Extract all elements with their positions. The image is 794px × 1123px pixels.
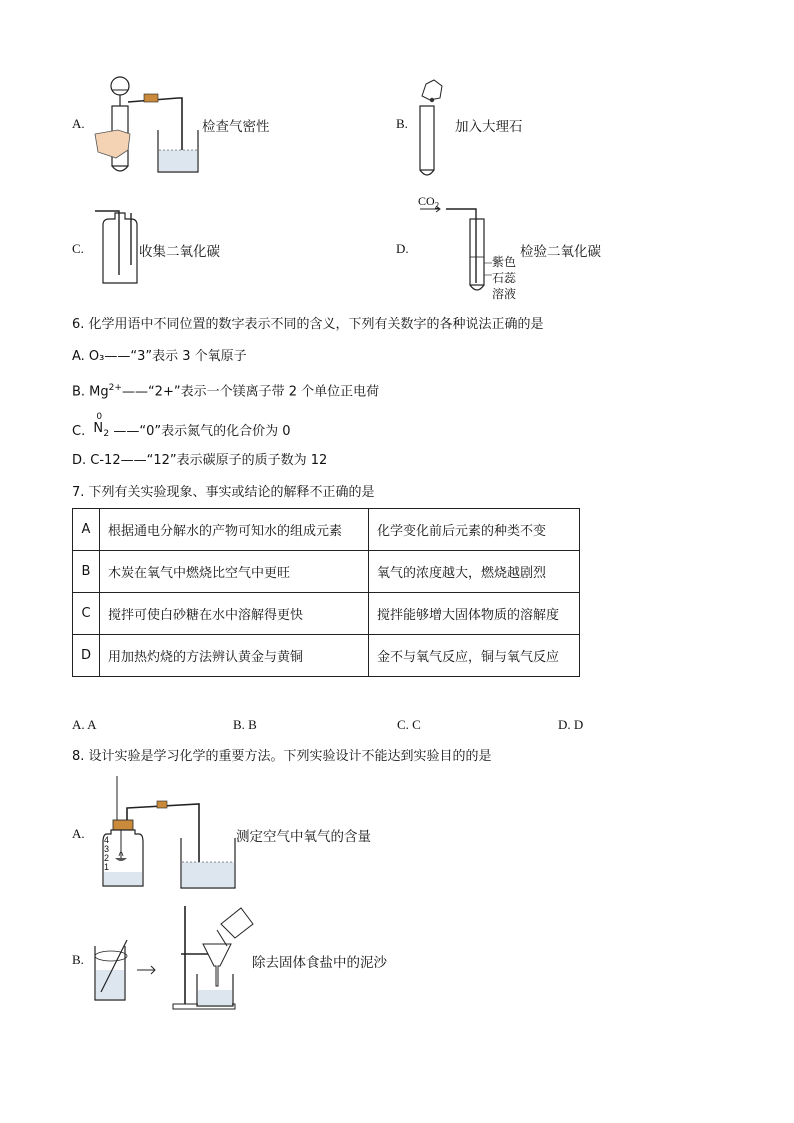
table-row: A 根据通电分解水的产物可知水的组成元素 化学变化前后元素的种类不变 [73,509,580,551]
q5-option-c-letter: C. [72,241,84,256]
q6-stem: 6. 化学用语中不同位置的数字表示不同的含义，下列有关数字的各种说法正确的是 [72,317,544,332]
q7-table [72,508,580,677]
airtightness-check-figure [90,72,200,182]
oxygen-content-figure [95,776,240,892]
table-row: C 搅拌可使白砂糖在水中溶解得更快 搅拌能够增大固体物质的溶解度 [73,593,580,635]
q6-option-b: B. $Mg^{2+}——“2+$”表示一个镁离子带 2 个单位正电荷 [72,383,380,400]
q7-answer-b: B. B [233,717,257,732]
bottle-scale: 4 3 2 1 [104,835,110,872]
q7-answer-d: D. D [558,717,584,732]
q8-option-a-letter: A. [72,826,85,841]
q8-option-b-text: 除去固体食盐中的泥沙 [252,955,387,971]
table-row: B 木炭在氧气中燃烧比空气中更旺 氧气的浓度越大，燃烧越剧烈 [73,551,580,593]
co2-label: $CO_2$ [418,194,440,211]
q8-stem: 8. 设计实验是学习化学的重要方法。下列实验设计不能达到实验目的的是 [72,749,492,764]
q6-option-d: D. C-12——“12”表示碳原子的质子数为 12 [72,453,328,468]
q5-option-a-text: 检查气密性 [202,119,270,135]
q5-option-b-letter: B. [396,116,408,131]
q5-option-b-text: 加入大理石 [455,119,523,135]
q5-option-c-text: 收集二氧化碳 [139,244,220,260]
q5-option-a-letter: A. [72,116,85,131]
q6-option-a: A. O₃——“3”表示 3 个氧原子 [72,349,247,364]
q8-option-b-letter: B. [72,952,84,967]
q5-option-d-letter: D. [396,241,409,256]
q5-option-d-text: 检验二氧化碳 [520,244,601,260]
co2-test-figure [418,205,498,300]
litmus-label: 紫色 石蕊 溶液 [492,255,517,301]
co2-collection-figure [95,205,140,287]
q6-option-c: C. 0 N 2 ——“0”表示氮气的化合价为 0 [72,412,291,439]
q7-stem: 7. 下列有关实验现象、事实或结论的解释不正确的是 [72,485,375,500]
q7-answer-a: A. A [72,717,97,732]
q8-option-a-text: 测定空气中氧气的含量 [236,829,371,845]
q7-answer-c: C. C [397,717,421,732]
table-row: D 用加热灼烧的方法辨认黄金与黄铜 金不与氧气反应，铜与氧气反应 [73,635,580,677]
filtration-figure [93,902,253,1010]
